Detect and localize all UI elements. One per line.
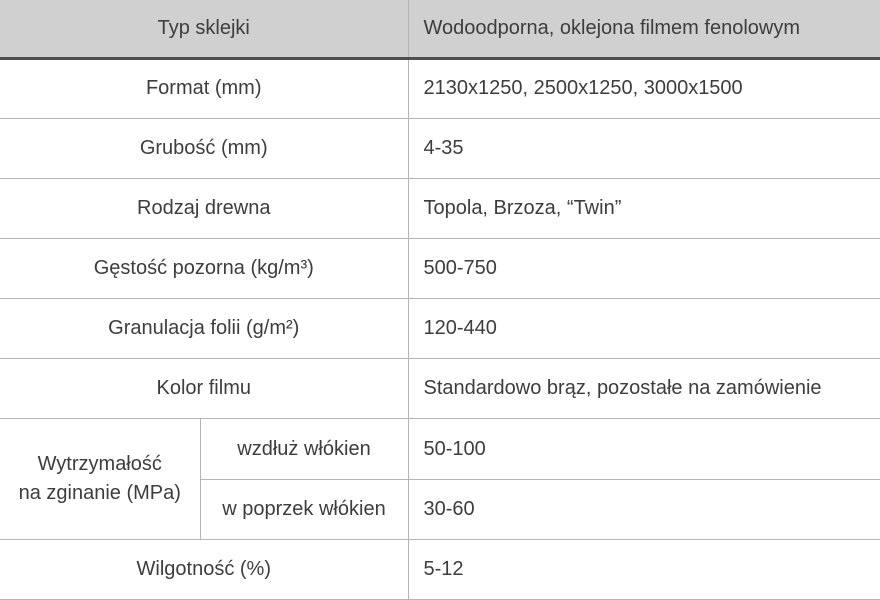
subrow-label-wzdluz: wzdłuż włókien <box>200 419 408 479</box>
table-row-granulacja <box>0 299 880 359</box>
row-value-rodzaj-drewna: Topola, Brzoza, “Twin” <box>408 178 880 238</box>
table-row-format <box>0 58 880 118</box>
row-label-wilgotnosc: Wilgotność (%) <box>0 539 408 599</box>
row-label-gestosc: Gęstość pozorna (kg/m³) <box>0 239 408 299</box>
row-label-granulacja: Granulacja folii (g/m²) <box>0 299 408 359</box>
merged-label-line2: na zginanie (MPa) <box>18 482 181 505</box>
table-row-wzdluz-wlokien <box>0 419 880 479</box>
row-value-granulacja: 120-440 <box>408 299 880 359</box>
merged-label-wytrzymalosc <box>0 419 200 539</box>
header-value-plywood-type: Wodoodporna, oklejona filmem fenolowym <box>408 0 880 58</box>
row-label-kolor-filmu: Kolor filmu <box>0 359 408 419</box>
row-value-kolor-filmu: Standardowo brąz, pozostałe na zamówienie <box>408 359 880 419</box>
table-row-grubosc <box>0 118 880 178</box>
row-label-format: Format (mm) <box>0 58 408 118</box>
table-row-kolor-filmu <box>0 359 880 419</box>
row-value-gestosc: 500-750 <box>408 239 880 299</box>
header-label-typ-sklejki: Typ sklejki <box>0 0 408 58</box>
table-row-wilgotnosc <box>0 539 880 599</box>
subrow-value-wzdluz: 50-100 <box>408 419 880 479</box>
row-label-rodzaj-drewna: Rodzaj drewna <box>0 178 408 238</box>
row-value-format: 2130x1250, 2500x1250, 3000x1500 <box>408 58 880 118</box>
subrow-value-poprzek: 30-60 <box>408 479 880 539</box>
table-row-gestosc <box>0 239 880 299</box>
table-row-rodzaj-drewna <box>0 178 880 238</box>
table-header-row <box>0 0 880 58</box>
merged-label-line1: Wytrzymałość <box>37 453 162 476</box>
subrow-label-poprzek: w poprzek włókien <box>200 479 408 539</box>
row-value-grubosc: 4-35 <box>408 118 880 178</box>
row-value-wilgotnosc: 5-12 <box>408 539 880 599</box>
row-label-grubosc: Grubość (mm) <box>0 118 408 178</box>
